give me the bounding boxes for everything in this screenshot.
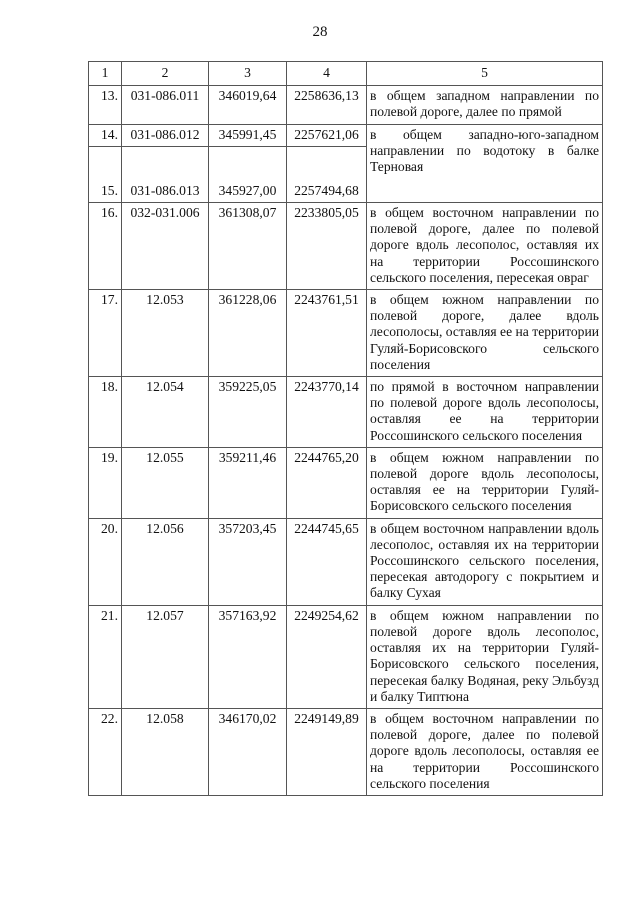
coordinate-y: 2257621,06 — [287, 124, 367, 146]
table-row — [89, 203, 603, 290]
coordinate-x: 357203,45 — [209, 518, 287, 605]
row-number: 14. — [89, 124, 122, 146]
boundary-description: в общем восточном направлении вдоль лесополос, оставляя их на территории Россошинского сельского поселения, пересекая автодорогу с покрытием и балку Сухая — [367, 518, 603, 605]
coordinate-y: 2258636,13 — [287, 86, 367, 124]
boundary-description: в общем восточном направлении по полевой дороге, далее по полевой дороге вдоль лесополосы, оставляя ее на территории Россошинского сельского поселения — [367, 708, 603, 795]
row-number: 22. — [89, 708, 122, 795]
coordinate-x: 346170,02 — [209, 708, 287, 795]
boundary-points-table — [88, 61, 603, 796]
table-row — [89, 447, 603, 518]
row-number: 18. — [89, 377, 122, 448]
coordinate-y: 2233805,05 — [287, 203, 367, 290]
boundary-description: по прямой в восточном направлении по полевой дороге вдоль лесополосы, оставляя ее на территории Россошинского сельского поселения — [367, 377, 603, 448]
coordinate-x: 359211,46 — [209, 447, 287, 518]
coordinate-y: 2249149,89 — [287, 708, 367, 795]
coordinate-x: 361228,06 — [209, 290, 287, 377]
table-row — [89, 377, 603, 448]
point-code: 12.055 — [122, 447, 209, 518]
coordinate-y: 2244765,20 — [287, 447, 367, 518]
page-number: 28 — [312, 24, 328, 40]
point-code: 032-031.006 — [122, 203, 209, 290]
coordinate-y: 2257494,68 — [287, 146, 367, 202]
point-code: 12.057 — [122, 605, 209, 708]
boundary-description: в общем южном направлении по полевой дороге вдоль лесополосы, оставляя ее на территории Гуляй-Борисовского сельского поселения — [367, 447, 603, 518]
table-row — [89, 605, 603, 708]
table-row — [89, 290, 603, 377]
point-code: 031-086.013 — [122, 146, 209, 202]
coordinate-x: 345991,45 — [209, 124, 287, 146]
boundary-description: в общем восточном направлении по полевой дороге, далее по полевой дороге вдоль лесополос, оставляя их на территории Россошинского сельского поселения, пересекая овраг — [367, 203, 603, 290]
point-code: 12.053 — [122, 290, 209, 377]
point-code: 031-086.011 — [122, 86, 209, 124]
coordinate-y: 2243770,14 — [287, 377, 367, 448]
row-number: 13. — [89, 86, 122, 124]
row-number: 19. — [89, 447, 122, 518]
coordinate-x: 357163,92 — [209, 605, 287, 708]
column-header: 3 — [209, 62, 287, 86]
coordinate-y: 2243761,51 — [287, 290, 367, 377]
column-header: 1 — [89, 62, 122, 86]
boundary-description: в общем южном направлении по полевой дороге вдоль лесополос, оставляя их на территории Гуляй-Борисовского сельского поселения, пересекая балку Водяная, реку Эльбузд и балку Типтюна — [367, 605, 603, 708]
point-code: 12.058 — [122, 708, 209, 795]
point-code: 031-086.012 — [122, 124, 209, 146]
coordinate-x: 345927,00 — [209, 146, 287, 202]
coordinate-y: 2244745,65 — [287, 518, 367, 605]
boundary-description: в общем южном направлении по полевой дороге, далее вдоль лесополосы, оставляя ее на территории Гуляй-Борисовского сельского поселения — [367, 290, 603, 377]
coordinate-y: 2249254,62 — [287, 605, 367, 708]
table-row — [89, 124, 603, 146]
boundary-description: в общем западном направлении по полевой дороге, далее по прямой — [367, 86, 603, 124]
boundary-description: в общем западно-юго-западном направлении по водотоку в балке Терновая — [367, 124, 603, 202]
column-header: 2 — [122, 62, 209, 86]
point-code: 12.054 — [122, 377, 209, 448]
coordinate-x: 346019,64 — [209, 86, 287, 124]
row-number: 20. — [89, 518, 122, 605]
coordinate-x: 359225,05 — [209, 377, 287, 448]
column-header: 4 — [287, 62, 367, 86]
row-number: 21. — [89, 605, 122, 708]
row-number: 17. — [89, 290, 122, 377]
row-number: 15. — [89, 146, 122, 202]
table-row — [89, 86, 603, 124]
table-header-row — [89, 62, 603, 86]
row-number: 16. — [89, 203, 122, 290]
coordinate-x: 361308,07 — [209, 203, 287, 290]
column-header: 5 — [367, 62, 603, 86]
point-code: 12.056 — [122, 518, 209, 605]
table-row — [89, 518, 603, 605]
table-row — [89, 708, 603, 795]
